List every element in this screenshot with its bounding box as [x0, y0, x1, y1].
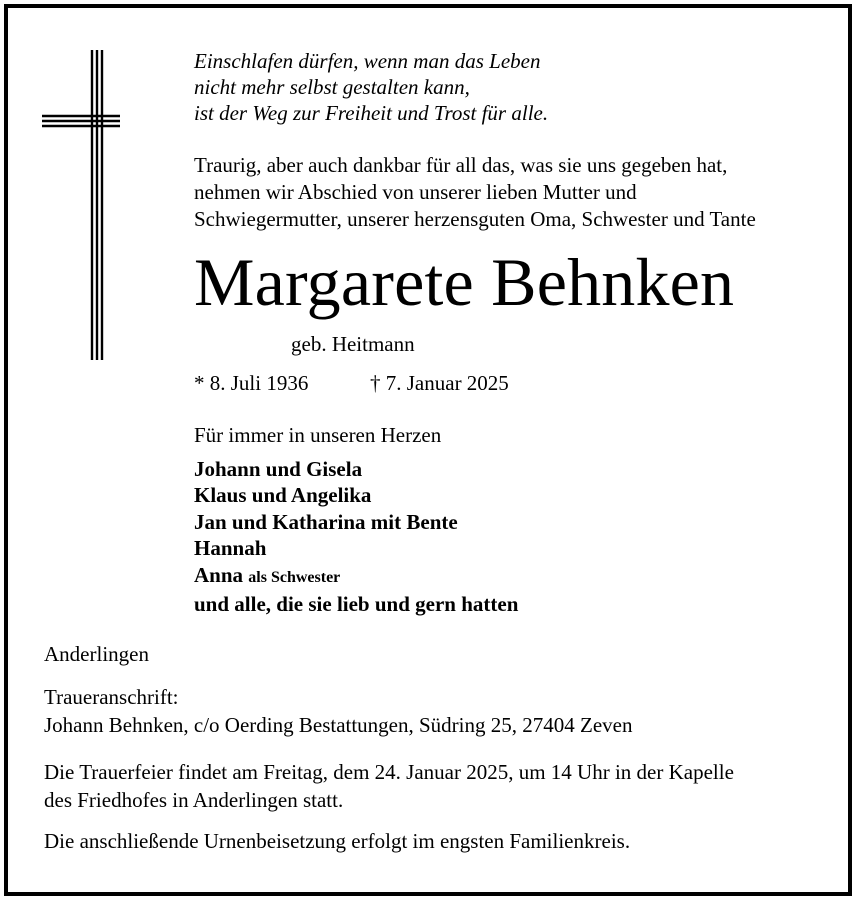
family-member [194, 562, 518, 591]
intro-line: Schwiegermutter, unserer herzensguten Oma, Schwester und Tante [194, 207, 756, 231]
intro-text [194, 152, 756, 233]
birth-date: * 8. Juli 1936 [194, 371, 309, 395]
poem-line: Einschlafen dürfen, wenn man das Leben [194, 49, 541, 73]
intro-line: Traurig, aber auch dankbar für all das, was sie uns gegeben hat, [194, 153, 728, 177]
address-label: Traueranschrift: [44, 685, 179, 709]
address-value: Johann Behnken, c/o Oerding Bestattungen, Südring 25, 27404 Zeven [44, 713, 633, 737]
intro-line: nehmen wir Abschied von unserer lieben Mutter und [194, 180, 637, 204]
born-name: geb. Heitmann [291, 332, 415, 356]
family-member-note: als Schwester [248, 568, 341, 586]
poem [194, 48, 548, 126]
family-member: Hannah [194, 536, 267, 561]
poem-line: ist der Weg zur Freiheit und Trost für alle. [194, 101, 549, 125]
family-member: Johann und Gisela [194, 457, 363, 481]
cross-icon [40, 48, 120, 360]
family-member-name: Anna [194, 562, 244, 587]
forever-line: Für immer in unseren Herzen [194, 423, 442, 447]
ceremony-line: Die Trauerfeier findet am Freitag, dem 24. Januar 2025, um 14 Uhr in der Kapelle [44, 760, 734, 784]
burial-info: Die anschließende Urnenbeisetzung erfolgt im engsten Familienkreis. [44, 829, 631, 853]
death-date: † 7. Januar 2025 [370, 371, 509, 395]
mourning-address [44, 683, 632, 739]
family-member: Jan und Katharina mit Bente [194, 509, 458, 534]
ceremony-line: des Friedhofes in Anderlingen statt. [44, 788, 344, 812]
poem-line: nicht mehr selbst gestalten kann, [194, 75, 470, 99]
family-member: Klaus und Angelika [194, 483, 372, 508]
deceased-name: Margarete Behnken [194, 244, 735, 320]
ceremony-info [44, 758, 734, 814]
family-list [194, 456, 518, 617]
place: Anderlingen [44, 642, 149, 666]
family-member: und alle, die sie lieb und gern hatten [194, 592, 519, 617]
